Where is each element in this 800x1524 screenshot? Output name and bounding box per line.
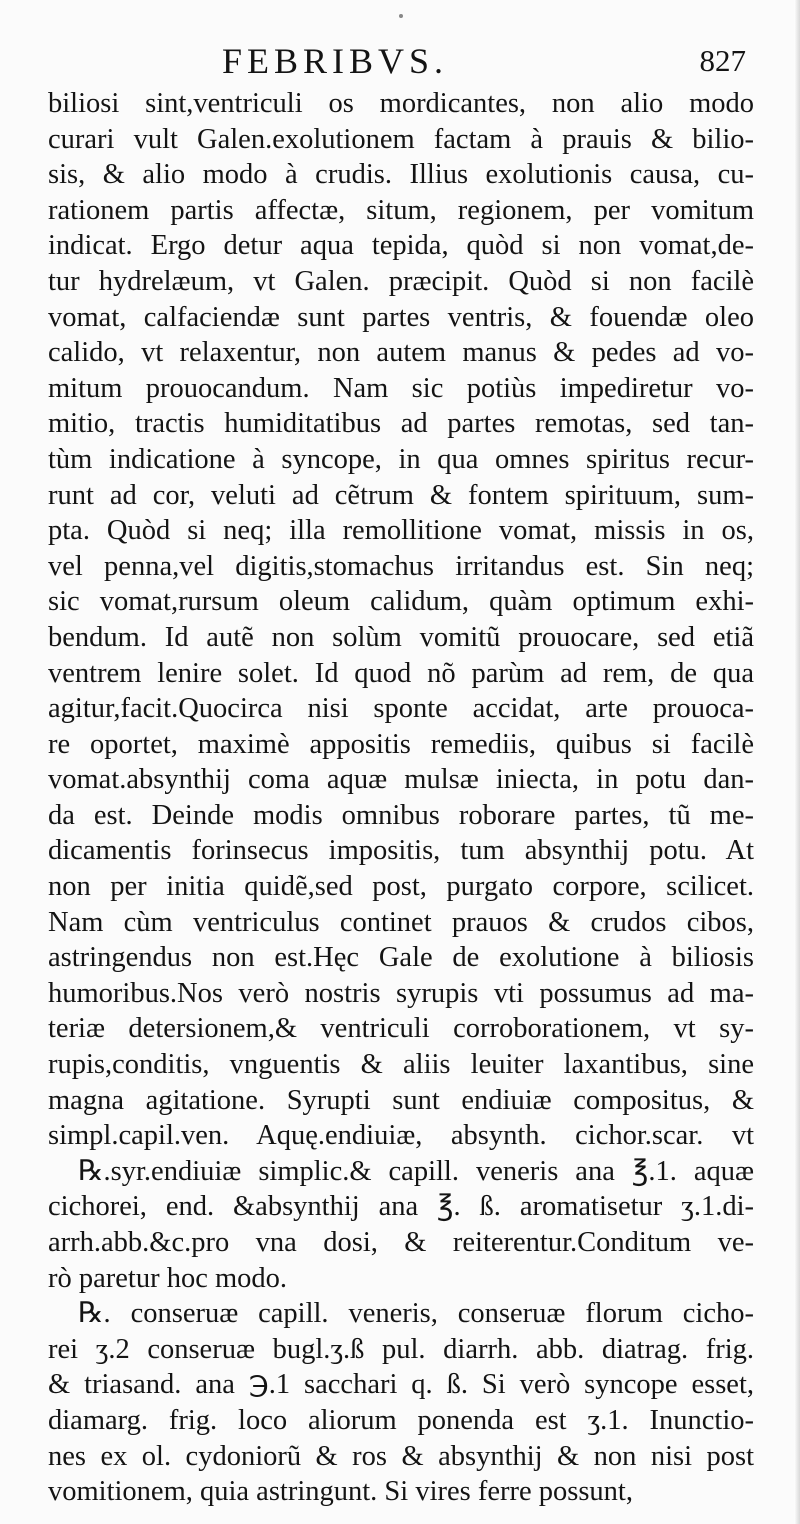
running-head-title: FEBRIBVS.	[222, 41, 449, 81]
text-line: astringendus non est.Hęc Gale de exolutione à biliosis	[48, 942, 754, 974]
text-line: rei ʒ.2 conseruæ bugl.ʒ.ß pul. diarrh. abb. diatrag. frig.	[48, 1333, 754, 1365]
text-line: Nam cùm ventriculus continet prauos & crudos cibos,	[48, 906, 754, 938]
text-line: da est. Deinde modis omnibus roborare partes, tũ me-	[48, 799, 754, 831]
text-line: ventrem lenire solet. Id quod nõ parùm ad rem, de qua	[48, 657, 754, 689]
text-line: mitio, tractis humiditatibus ad partes remotas, sed tan-	[48, 408, 754, 440]
text-line: sis, & alio modo à crudis. Illius exolutionis causa, cu-	[48, 159, 754, 191]
text-line: mitum prouocandum. Nam sic potiùs impediretur vo-	[48, 372, 754, 404]
text-line: tur hydrelæum, vt Galen. præcipit. Quòd si non facilè	[48, 265, 754, 297]
text-line: nes ex ol. cydoniorũ & ros & absynthij & non nisi post	[48, 1440, 754, 1472]
text-line: humoribus.Nos verò nostris syrupis vti possumus ad ma-	[48, 977, 754, 1009]
page-number: 827	[699, 43, 746, 78]
text-line: arrh.abb.&c.pro vna dosi, & reiterentur.Conditum ve-	[48, 1227, 754, 1258]
text-line: curari vult Galen.exolutionem factam à prauis & bilio-	[48, 123, 754, 155]
text-line: teriæ detersionem,& ventriculi corroborationem, vt sy-	[48, 1013, 754, 1045]
text-line: tùm indicatione à syncope, in qua omnes spiritus recur-	[48, 443, 754, 475]
text-line: bendum. Id autẽ non solùm vomitũ prouocare, sed etiã	[48, 621, 754, 653]
text-line: sic vomat,rursum oleum calidum, quàm optimum exhi-	[48, 586, 754, 618]
text-line: indicat. Ergo detur aqua tepida, quòd si non vomat,de-	[48, 230, 754, 262]
text-line: rupis,conditis, vnguentis & aliis leuiter laxantibus, sine	[48, 1049, 754, 1081]
text-line: vel penna,vel digitis,stomachus irritandus est. Sin neq;	[48, 550, 754, 582]
text-line: pta. Quòd si neq; illa remollitione vomat, missis in os,	[48, 515, 754, 547]
text-line: non per initia quidẽ,sed post, purgato corpore, scilicet.	[48, 871, 754, 903]
text-line: runt ad cor, veluti ad cẽtrum & fontem spirituum, sum-	[48, 479, 754, 511]
text-line: rò paretur hoc modo.	[48, 1262, 288, 1294]
text-line: agitur,facit.Quocirca nisi sponte accidat, arte prouoca-	[48, 693, 754, 725]
text-line: ℞. conseruæ capill. veneris, conseruæ florum cicho-	[78, 1298, 754, 1330]
text-line: rationem partis affectæ, situm, regionem, per vomitum	[48, 194, 754, 226]
text-line: vomitionem, quia astringunt. Si vires ferre possunt,	[48, 1476, 633, 1508]
text-line: dicamentis forinsecus impositis, tum absynthij potu. At	[48, 835, 754, 867]
running-head	[0, 38, 800, 84]
text-line: simpl.capil.ven. Aquę.endiuiæ, absynth. cichor.scar. vt	[48, 1120, 754, 1152]
text-line: vomat, calfaciendæ sunt partes ventris, & fouendæ oleo	[48, 301, 754, 333]
text-line: & triasand. ana ℈.1 sacchari q. ß. Si verò syncope esset,	[48, 1369, 754, 1401]
text-line: biliosi sint,ventriculi os mordicantes, non alio modo	[48, 88, 754, 119]
page-edge-shadow	[794, 0, 800, 1524]
ink-speck	[399, 14, 403, 18]
text-line: calido, vt relaxentur, non autem manus & pedes ad vo-	[48, 337, 754, 369]
text-line: diamarg. frig. loco aliorum ponenda est ʒ.1. Inunctio-	[48, 1404, 754, 1436]
body-text	[48, 86, 754, 1506]
text-line: ℞.syr.endiuiæ simplic.& capill. veneris ana ℥.1. aquæ	[78, 1155, 754, 1187]
text-line: vomat.absynthij coma aquæ mulsæ iniecta, in potu dan-	[48, 764, 754, 796]
text-line: magna agitatione. Syrupti sunt endiuiæ compositus, &	[48, 1084, 754, 1116]
text-line: re oportet, maximè appositis remediis, quibus si facilè	[48, 728, 754, 760]
text-line: cichorei, end. &absynthij ana ℥. ß. aromatisetur ʒ.1.di-	[48, 1191, 754, 1223]
